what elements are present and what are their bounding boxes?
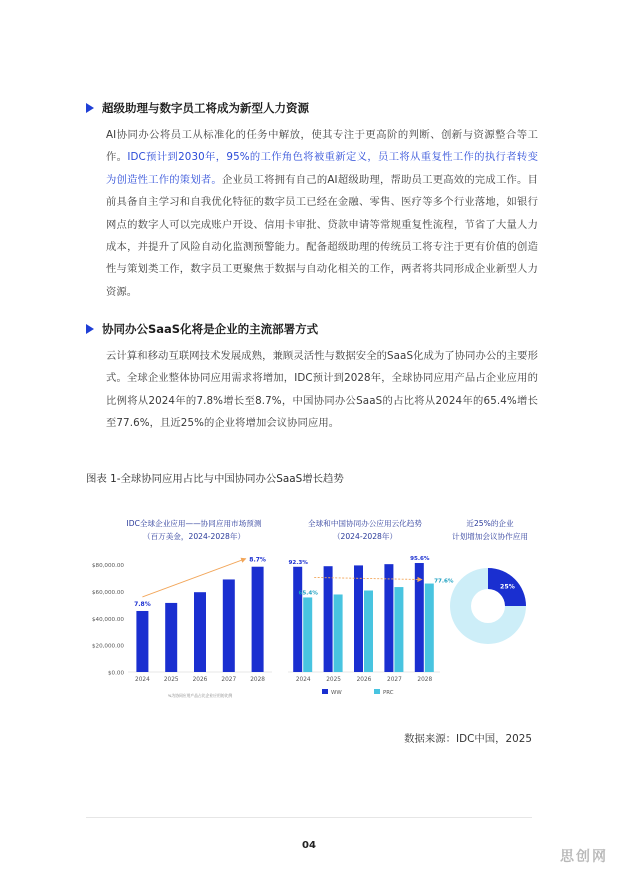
section1-title: 超级助理与数字员工将成为新型人力资源 (102, 101, 309, 115)
chart1-data-label: 7.8% (134, 600, 151, 608)
chart2-title-block (290, 517, 440, 543)
chart2-bar-ww (324, 566, 333, 672)
chart2-svg (280, 550, 454, 710)
chart1-bar (223, 579, 235, 672)
section1-text-b: 企业员工将拥有自己的AI超级助理，帮助员工更高效的完成工作。目前具备自主学习和自我优化特征的数字员工已经在金融、零售、医疗等多个行业落地，如银行网点的数字人可以完成账户开设、信用卡审批、贷款申请等常规重复性流程，节省了大量人力成本，并提升了风险自动化监测预警能力。配备超级助理的传统员工将专注于更有价值的创造性与策划类工作，数字员工更聚焦于数据与自动化相关的工作，两者将共同形成企业新型人力资源。 (106, 173, 538, 298)
chart1-y-tick-label: $60,000.00 (91, 590, 124, 597)
chart2-bar-prc (394, 587, 403, 672)
section1-heading (86, 100, 309, 116)
section1-paragraph (106, 124, 538, 303)
chart2-bar-prc (425, 584, 434, 672)
chart2-bar-prc (334, 594, 343, 672)
figure-source: 数据来源：IDC中国，2025 (404, 733, 532, 745)
chart2-title: 全球和中国协同办公应用云化趋势 (308, 519, 422, 528)
figure-caption: 图表 1-全球协同应用占比与中国协同办公SaaS增长趋势 (86, 473, 344, 485)
chart2-bar-ww (354, 565, 363, 672)
section1-highlight: IDC预计到2030年，95%的工作角色将被重新定义，员工将从重复性工作的执行者转变为创造性工作的策划者。 (106, 151, 539, 186)
chart1-y-tick-label: $80,000.00 (91, 563, 124, 570)
chart1-title: IDC全球企业应用——协同应用市场预测 (126, 519, 262, 528)
chart2-legend-swatch (322, 689, 328, 694)
chart1-x-tick-label: 2028 (250, 677, 265, 683)
triangle-bullet-icon (86, 324, 94, 334)
chart2-legend-label: PRC (383, 690, 394, 696)
chart1-subtitle: （百万美金，2024-2028年） (142, 532, 246, 541)
section2-title: 协同办公SaaS化将是企业的主流部署方式 (102, 322, 319, 336)
chart1-svg (86, 550, 276, 710)
chart3-subtitle: 计划增加会议协作应用 (452, 532, 528, 541)
chart2-x-tick-label: 2025 (326, 677, 341, 683)
chart1-x-tick-label: 2024 (135, 677, 150, 683)
chart1-bar (194, 592, 206, 672)
chart2-x-tick-label: 2027 (387, 677, 402, 683)
chart1-x-tick-label: 2027 (221, 677, 237, 683)
chart2-data-label: 95.6% (410, 556, 430, 563)
chart2-x-tick-label: 2026 (356, 677, 372, 683)
footer-divider (86, 817, 532, 818)
chart1-y-tick-label: $20,000.00 (91, 643, 124, 650)
watermark-logo: 思创网 (560, 849, 608, 865)
chart3-slice-label: 25% (500, 583, 515, 591)
chart1-x-tick-label: 2026 (192, 677, 208, 683)
chart1-bar (136, 611, 148, 672)
chart2-subtitle: （2024-2028年） (332, 532, 398, 541)
chart2-bar-prc (364, 590, 373, 672)
chart3-title-block (440, 517, 540, 543)
chart1-bar (165, 603, 177, 672)
chart2-bar-ww (293, 567, 302, 672)
chart2-bar-prc (303, 597, 312, 672)
chart1-y-tick-label: $40,000.00 (91, 616, 124, 623)
section2-heading (86, 321, 318, 337)
chart3-title: 近25%的企业 (466, 519, 514, 528)
chart2-legend-label: WW (331, 690, 342, 696)
chart2-data-label: 65.4% (298, 590, 318, 597)
chart1-y-tick-label: $0.00 (107, 670, 124, 677)
section1-text-a: AI协同办公将员工从标准化的任务中解放，使其专注于更高阶的判断、创新与资源整合等工作。 (106, 129, 538, 164)
chart1-x-tick-label: 2025 (163, 677, 179, 683)
chart1-bar (252, 567, 264, 672)
section2-paragraph: 云计算和移动互联网技术发展成熟，兼顾灵活性与数据安全的SaaS化成为了协同办公的主要形式。全球企业整体协同应用需求将增加，IDC预计到2028年，全球协同应用产品占企业应用的比例将从2024年的7.8%增长至8.7%，中国协同办公SaaS的占比将从2024年的65.4%增长至77.6%，且近25%的企业将增加会议协同应用。 (106, 350, 538, 430)
page-number: 04 (302, 840, 316, 851)
chart1-data-label: 8.7% (249, 556, 266, 564)
chart2-data-label: 77.6% (434, 578, 454, 585)
chart2-x-tick-label: 2028 (417, 677, 433, 683)
chart2-x-tick-label: 2024 (295, 677, 311, 683)
chart2-bar-ww (384, 564, 393, 672)
chart1-footnote: %为协同应用产品占比企业应用的比例 (167, 693, 233, 698)
chart3-svg (446, 560, 536, 660)
triangle-bullet-icon (86, 103, 94, 113)
chart1-title-block (94, 517, 294, 543)
chart2-legend-swatch (374, 689, 380, 694)
chart2-data-label: 92.3% (288, 559, 308, 566)
